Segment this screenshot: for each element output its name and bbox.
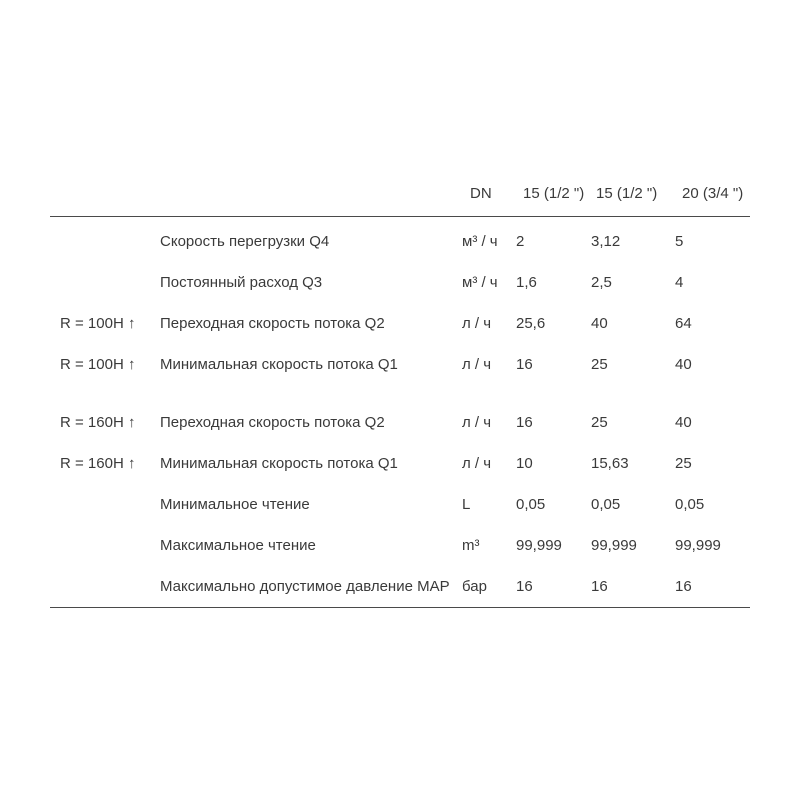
row-value-2: 25: [591, 356, 608, 373]
table-bottom-divider: [50, 607, 750, 608]
header-col-3: 20 (3/4 "): [682, 185, 744, 202]
row-value-3: 40: [675, 356, 692, 373]
row-unit: м³ / ч: [462, 233, 498, 250]
row-parameter-name: Переходная скорость потока Q2: [160, 414, 385, 431]
row-unit: л / ч: [462, 356, 492, 373]
row-parameter-name: Переходная скорость потока Q2: [160, 315, 385, 332]
row-unit: бар: [462, 578, 487, 595]
row-value-2: 0,05: [591, 496, 621, 513]
table-row: [50, 303, 750, 344]
table-row: [50, 566, 750, 607]
row-unit: л / ч: [462, 455, 492, 472]
row-parameter-name: Максимальное чтение: [160, 537, 316, 554]
specifications-table: [50, 172, 750, 608]
table-row: [50, 344, 750, 385]
row-unit: м³ / ч: [462, 274, 498, 291]
row-unit: m³: [462, 537, 480, 554]
table-row: [50, 484, 750, 525]
table-row: [50, 221, 750, 262]
row-value-1: 99,999: [516, 537, 562, 554]
table-top-divider: [50, 216, 750, 217]
row-r-value: R = 100H ↑: [60, 356, 136, 373]
row-value-1: 10: [516, 455, 533, 472]
row-value-2: 25: [591, 414, 608, 431]
header-col-2: 15 (1/2 "): [596, 185, 658, 202]
row-value-2: 40: [591, 315, 608, 332]
row-value-1: 16: [516, 356, 533, 373]
row-value-3: 40: [675, 414, 692, 431]
row-value-3: 0,05: [675, 496, 705, 513]
row-value-2: 16: [591, 578, 608, 595]
row-parameter-name: Минимальная скорость потока Q1: [160, 455, 398, 472]
row-parameter-name: Минимальная скорость потока Q1: [160, 356, 398, 373]
row-value-2: 99,999: [591, 537, 637, 554]
row-value-2: 15,63: [591, 455, 629, 472]
row-parameter-name: Постоянный расход Q3: [160, 274, 323, 291]
row-unit: л / ч: [462, 315, 492, 332]
row-value-3: 25: [675, 455, 692, 472]
row-value-1: 16: [516, 414, 533, 431]
header-col-1: 15 (1/2 "): [523, 185, 585, 202]
row-value-3: 99,999: [675, 537, 721, 554]
row-value-1: 2: [516, 233, 525, 250]
row-r-value: R = 160H ↑: [60, 455, 136, 472]
row-unit: L: [462, 496, 471, 513]
row-value-2: 2,5: [591, 274, 612, 291]
row-value-3: 16: [675, 578, 692, 595]
row-parameter-name: Максимально допустимое давление MAP: [160, 578, 450, 595]
row-unit: л / ч: [462, 414, 492, 431]
row-value-2: 3,12: [591, 233, 621, 250]
table-row: [50, 402, 750, 443]
row-value-1: 1,6: [516, 274, 537, 291]
row-parameter-name: Скорость перегрузки Q4: [160, 233, 330, 250]
row-parameter-name: Минимальное чтение: [160, 496, 310, 513]
row-value-3: 64: [675, 315, 692, 332]
row-value-1: 16: [516, 578, 533, 595]
table-row: [50, 525, 750, 566]
table-row: [50, 443, 750, 484]
row-value-1: 25,6: [516, 315, 546, 332]
table-row: [50, 262, 750, 303]
row-r-value: R = 160H ↑: [60, 414, 136, 431]
row-value-3: 5: [675, 233, 684, 250]
row-value-1: 0,05: [516, 496, 546, 513]
row-value-3: 4: [675, 274, 684, 291]
table-header-row: [50, 172, 750, 216]
row-r-value: R = 100H ↑: [60, 315, 136, 332]
header-dn: DN: [470, 185, 492, 202]
